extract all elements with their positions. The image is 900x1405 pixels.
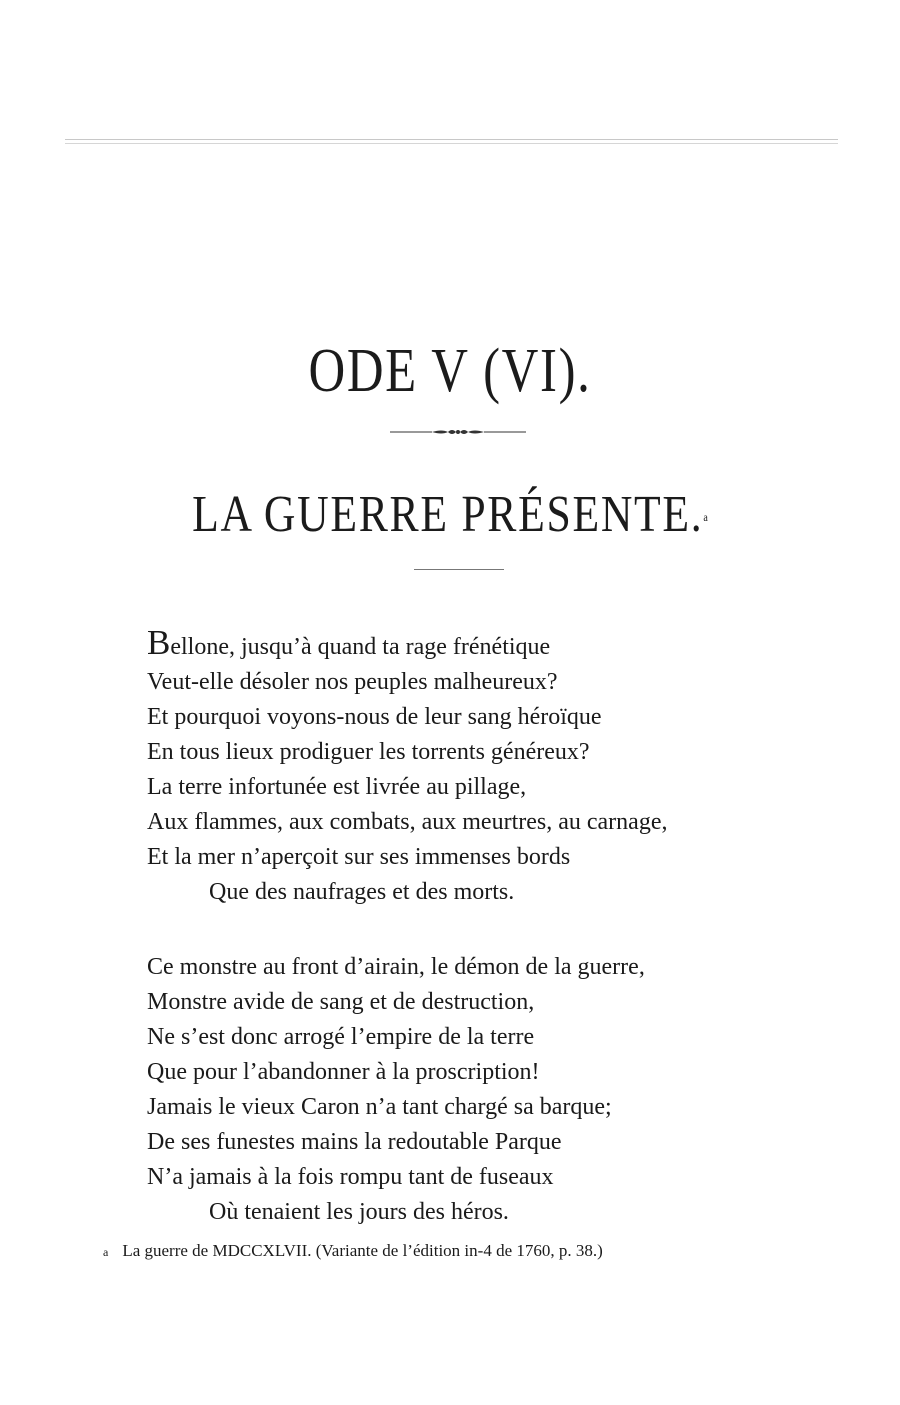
verse-line: Veut-elle désoler nos peuples malheureux? — [147, 669, 558, 695]
drop-cap: B — [147, 623, 171, 662]
ornament-divider-icon — [390, 424, 526, 440]
subtitle-footnote-mark: a — [703, 510, 708, 524]
verse-line: Ne s’est donc arrogé l’empire de la terre — [147, 1024, 535, 1050]
verse-line: N’a jamais à la fois rompu tant de fuseaux — [147, 1164, 554, 1190]
footnote-text: La guerre de MDCCXLVII. (Variante de l’édition in-4 de 1760, p. 38.) — [122, 1241, 603, 1260]
verse-line — [147, 623, 807, 665]
footnote — [103, 1240, 823, 1263]
footnote-mark: a — [103, 1245, 109, 1259]
verse-line: Ce monstre au front d’airain, le démon de la guerre, — [147, 954, 645, 980]
stanza-1 — [147, 623, 807, 910]
short-rule — [414, 569, 504, 570]
verse-line: Jamais le vieux Caron n’a tant chargé sa barque; — [147, 1094, 612, 1120]
verse-closing-line: Que des naufrages et des morts. — [209, 879, 515, 905]
top-double-rule — [65, 139, 838, 145]
verse-line: La terre infortunée est livrée au pillage, — [147, 774, 527, 800]
verse-line-text: ellone, jusqu’à quand ta rage frénétique — [170, 634, 551, 660]
verse-line: Et pourquoi voyons-nous de leur sang héroïque — [147, 704, 602, 730]
subtitle-text: LA GUERRE PRÉSENTE. — [192, 486, 704, 543]
verse-line: Et la mer n’aperçoit sur ses immenses bords — [147, 844, 571, 870]
verse-line: Aux flammes, aux combats, aux meurtres, au carnage, — [147, 809, 668, 835]
verse-line: Monstre avide de sang et de destruction, — [147, 989, 535, 1015]
verse-line: En tous lieux prodiguer les torrents généreux? — [147, 739, 590, 765]
verse-line: De ses funestes mains la redoutable Parque — [147, 1129, 562, 1155]
poem-subtitle — [72, 484, 828, 546]
verse-closing-line: Où tenaient les jours des héros. — [209, 1199, 509, 1225]
ode-title: ODE V (VI). — [308, 337, 592, 405]
stanza-2 — [147, 950, 807, 1230]
verse-line: Que pour l’abandonner à la proscription! — [147, 1059, 540, 1085]
